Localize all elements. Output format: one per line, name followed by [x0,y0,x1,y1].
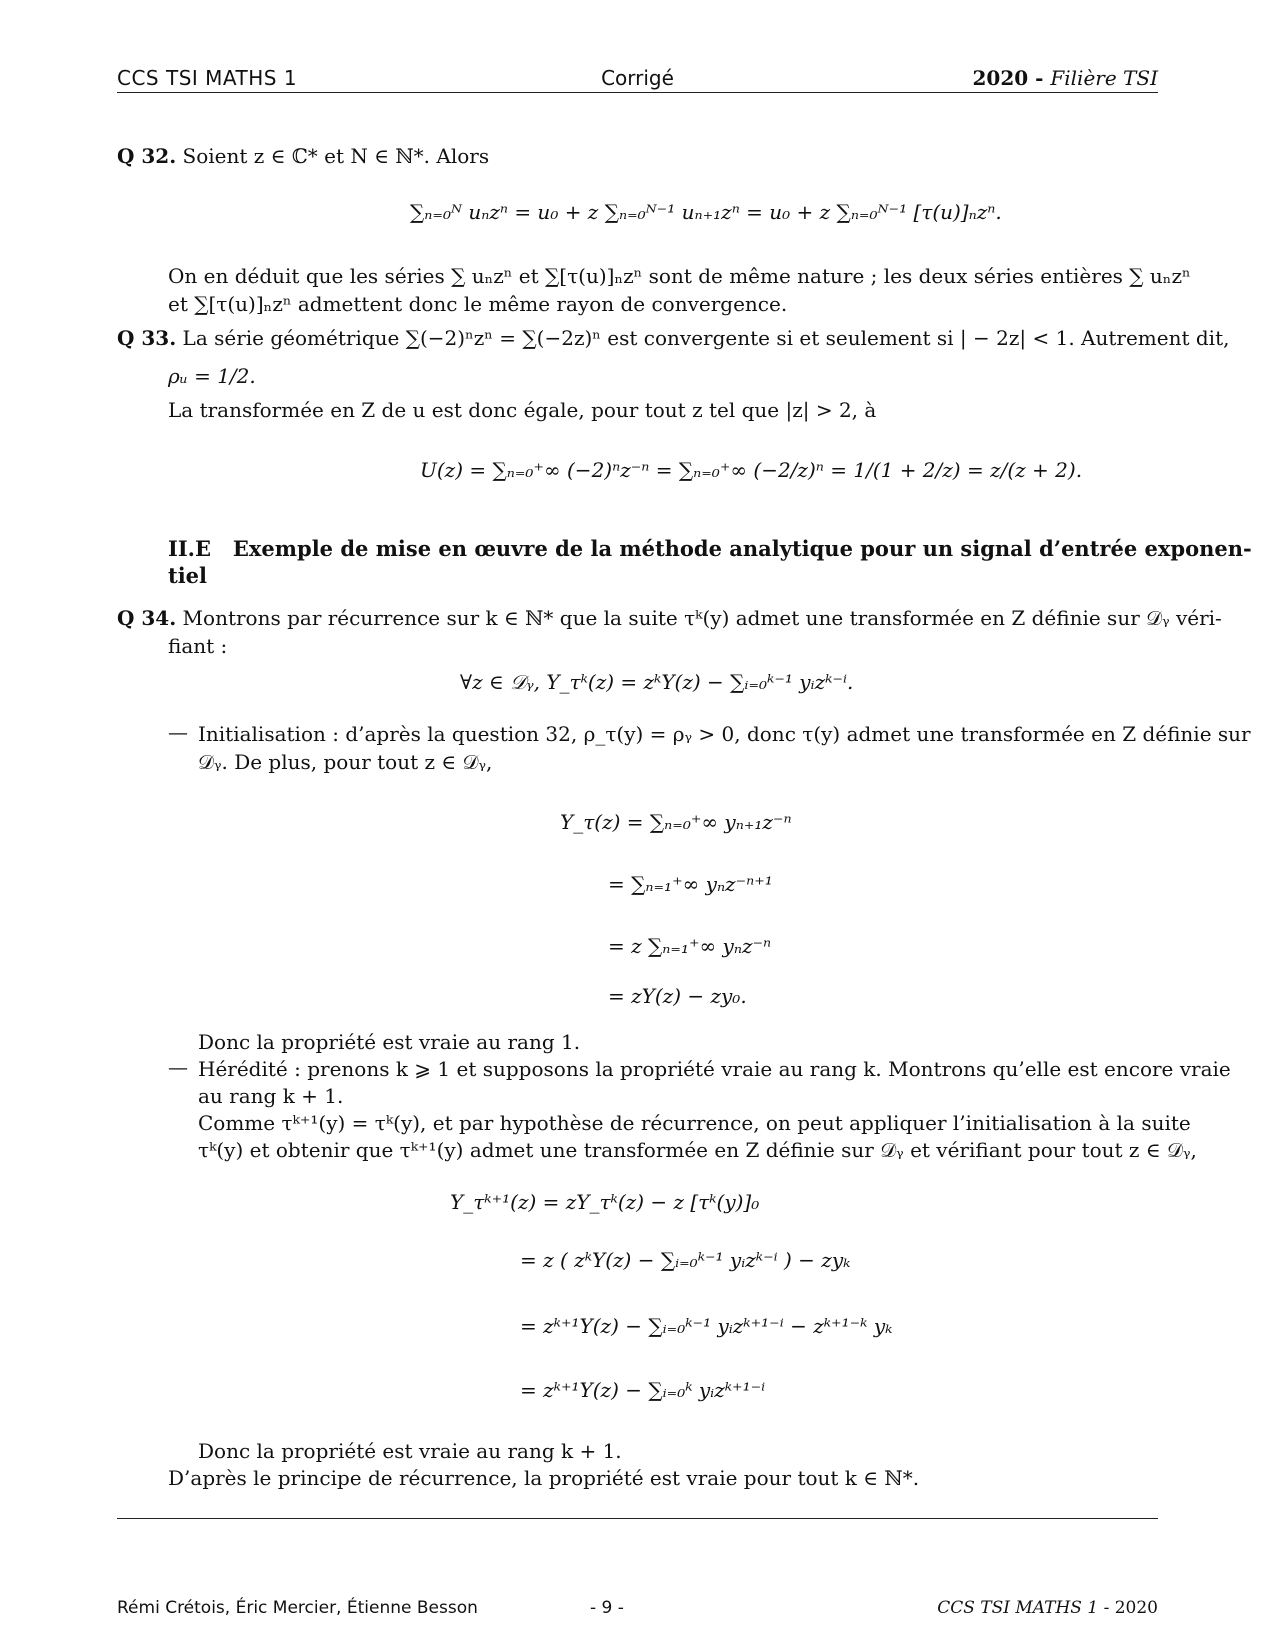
q32-line1: On en déduit que les séries ∑ uₙzⁿ et ∑[τ(u)]ₙzⁿ sont de même nature ; les deux séries entières ∑ uₙzⁿ [168,264,1191,288]
final-conclusion: D’après le principe de récurrence, la propriété est vraie pour tout k ∈ ℕ*. [168,1466,920,1490]
q33-label: Q 33. [117,326,177,350]
init-line2: 𝒟ᵧ. De plus, pour tout z ∈ 𝒟ᵧ, [198,750,493,774]
section-heading [168,534,1252,563]
init-eq-row-3: = z ∑ₙ₌₁⁺∞ yₙz⁻ⁿ [608,934,772,958]
q32-line2: et ∑[τ(u)]ₙzⁿ admettent donc le même rayon de convergence. [168,292,788,316]
hered-conclusion: Donc la propriété est vraie au rang k + 1. [198,1439,622,1463]
init-eq-row-1: Y_τ(z) = ∑ₙ₌₀⁺∞ yₙ₊₁z⁻ⁿ [560,810,792,834]
q33-line3: La transformée en Z de u est donc égale, pour tout z tel que |z| > 2, à [168,398,877,422]
footer-page-number: - 9 - [590,1598,624,1618]
section-title-line2: tiel [168,563,208,588]
q32-equation: ∑ₙ₌₀ᴺ uₙzⁿ = u₀ + z ∑ₙ₌₀ᴺ⁻¹ uₙ₊₁zⁿ = u₀ + z ∑ₙ₌₀ᴺ⁻¹ [τ(u)]ₙzⁿ. [410,200,1002,224]
hered-eq-row-4: = zᵏ⁺¹Y(z) − ∑ᵢ₌₀ᵏ yᵢzᵏ⁺¹⁻ⁱ [520,1378,766,1402]
footer-right: CCS TSI MATHS 1 - 2020 [937,1598,1158,1618]
q34-line2: fiant : [168,634,228,658]
q33-line1-text: La série géométrique ∑(−2)ⁿzⁿ = ∑(−2z)ⁿ est convergente si et seulement si | − 2z| < 1. Autrement dit, [182,326,1230,350]
q34-line1-text: Montrons par récurrence sur k ∈ ℕ* que la suite τᵏ(y) admet une transformée en Z définie sur 𝒟ᵧ véri- [182,606,1222,630]
hered-line4: τᵏ(y) et obtenir que τᵏ⁺¹(y) admet une transformée en Z définie sur 𝒟ᵧ et vérifiant pour tout z ∈ 𝒟ᵧ, [198,1138,1197,1162]
header-left: CCS TSI MATHS 1 [117,66,298,90]
q33-line1 [117,324,1229,352]
hered-line1: Hérédité : prenons k ⩾ 1 et supposons la propriété vraie au rang k. Montrons qu’elle est encore vraie [198,1057,1231,1081]
header-center: Corrigé [601,66,674,90]
init-conclusion: Donc la propriété est vraie au rang 1. [198,1030,581,1054]
footer-rule [117,1518,1158,1519]
hered-eq-row-1: Y_τᵏ⁺¹(z) = zY_τᵏ(z) − z [τᵏ(y)]₀ [450,1190,760,1214]
q32-intro-text: Soient z ∈ ℂ* et N ∈ ℕ*. Alors [182,144,490,168]
q33-line2: ρᵤ = 1/2. [168,364,256,388]
footer-authors: Rémi Crétois, Éric Mercier, Étienne Besson [117,1598,478,1618]
q34-label: Q 34. [117,606,177,630]
bullet-dash: — [168,1055,188,1079]
page-header [117,66,1158,94]
q33-equation: U(z) = ∑ₙ₌₀⁺∞ (−2)ⁿz⁻ⁿ = ∑ₙ₌₀⁺∞ (−2/z)ⁿ = 1/(1 + 2/z) = z/(z + 2). [420,458,1083,482]
init-eq-row-4: = zY(z) − zy₀. [608,984,747,1008]
hered-eq-row-2: = z ( zᵏY(z) − ∑ᵢ₌₀ᵏ⁻¹ yᵢzᵏ⁻ⁱ ) − zyₖ [520,1248,851,1272]
hered-eq-row-3: = zᵏ⁺¹Y(z) − ∑ᵢ₌₀ᵏ⁻¹ yᵢzᵏ⁺¹⁻ⁱ − zᵏ⁺¹⁻ᵏ yₖ [520,1314,893,1338]
header-right: 2020 - Filière TSI [972,66,1158,90]
hered-line2: au rang k + 1. [198,1084,344,1108]
header-rule [117,92,1158,93]
bullet-dash: — [168,720,188,744]
q32-intro [117,142,489,170]
q34-line1 [117,604,1222,632]
init-eq-row-2: = ∑ₙ₌₁⁺∞ yₙz⁻ⁿ⁺¹ [608,872,773,896]
init-line1: Initialisation : d’après la question 32, ρ_τ(y) = ρᵧ > 0, donc τ(y) admet une transformée en Z définie sur [198,722,1251,746]
section-number: II.E [168,536,211,561]
hered-line3: Comme τᵏ⁺¹(y) = τᵏ(y), et par hypothèse de récurrence, on peut appliquer l’initialisation à la suite [198,1111,1191,1135]
q34-main-equation: ∀z ∈ 𝒟ᵧ, Y_τᵏ(z) = zᵏY(z) − ∑ᵢ₌₀ᵏ⁻¹ yᵢzᵏ⁻ⁱ. [460,670,854,694]
q32-label: Q 32. [117,144,177,168]
section-title-line1: Exemple de mise en œuvre de la méthode analytique pour un signal d’entrée exponen- [232,536,1252,561]
